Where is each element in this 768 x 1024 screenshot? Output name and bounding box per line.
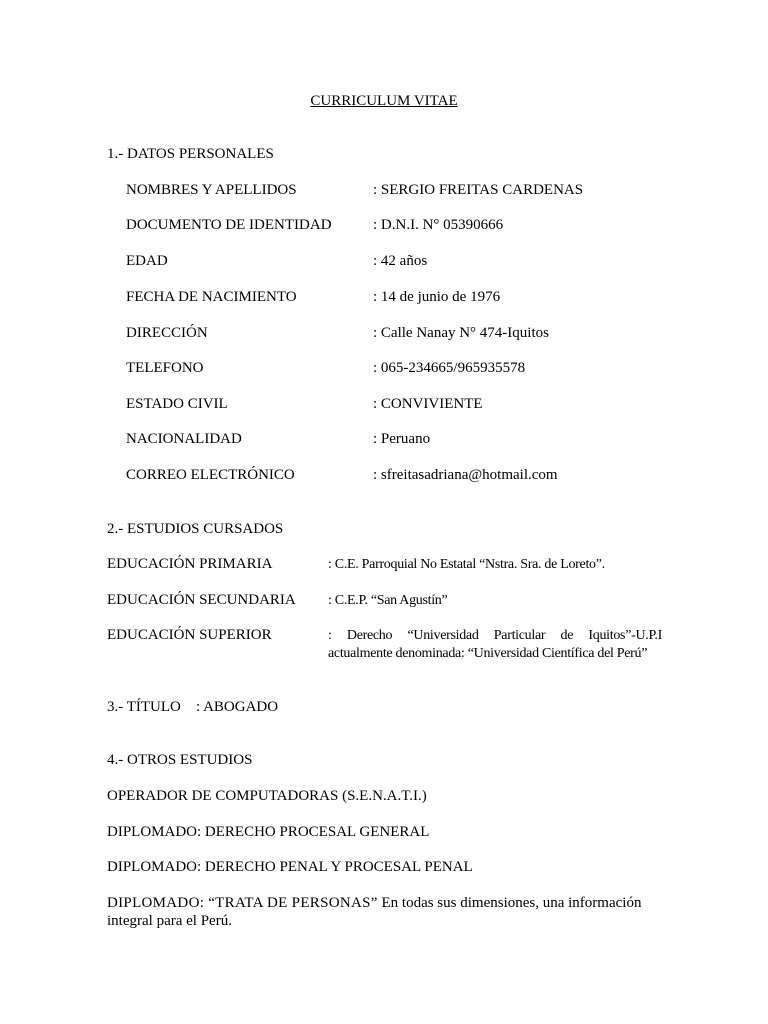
- personal-value-address: : Calle Nanay N° 474-Iquitos: [373, 325, 549, 341]
- personal-label-age: EDAD: [126, 253, 168, 269]
- studies-value-primary: : C.E. Parroquial No Estatal “Nstra. Sra. de Loreto”.: [328, 557, 605, 572]
- personal-label-nationality: NACIONALIDAD: [126, 431, 242, 447]
- personal-value-birthdate: : 14 de junio de 1976: [373, 289, 501, 305]
- section-studies-heading: 2.- ESTUDIOS CURSADOS: [107, 521, 284, 537]
- other-study-item: OPERADOR DE COMPUTADORAS (S.E.N.A.T.I.): [107, 788, 427, 804]
- personal-value-age: : 42 años: [373, 253, 428, 269]
- other-study-item: DIPLOMADO: DERECHO PROCESAL GENERAL: [107, 824, 430, 840]
- personal-label-birthdate: FECHA DE NACIMIENTO: [126, 289, 297, 305]
- personal-label-civil-status: ESTADO CIVIL: [126, 396, 228, 412]
- other-study-last-rest: En todas sus dimensiones, una información integral para el Perú.: [107, 895, 642, 929]
- personal-label-name: NOMBRES Y APELLIDOS: [126, 182, 297, 198]
- studies-value-secondary: : C.E.P. “San Agustín”: [328, 593, 448, 608]
- studies-label-higher: EDUCACIÓN SUPERIOR: [107, 627, 272, 643]
- section-degree-value: : ABOGADO: [196, 699, 279, 715]
- personal-value-id: : D.N.I. N° 05390666: [373, 217, 504, 233]
- personal-value-phone: : 065-234665/965935578: [373, 360, 526, 376]
- personal-value-name: : SERGIO FREITAS CARDENAS: [373, 182, 584, 198]
- other-study-item: DIPLOMADO: DERECHO PENAL Y PROCESAL PENAL: [107, 859, 473, 875]
- section-degree-label: 3.- TÍTULO: [107, 699, 181, 715]
- document-title: CURRICULUM VITAE: [310, 93, 458, 109]
- section-other-heading: 4.- OTROS ESTUDIOS: [107, 752, 253, 768]
- other-study-item-last: [107, 894, 647, 930]
- personal-label-email: CORREO ELECTRÓNICO: [126, 467, 295, 483]
- studies-label-secondary: EDUCACIÓN SECUNDARIA: [107, 592, 296, 608]
- personal-value-nationality: : Peruano: [373, 431, 431, 447]
- personal-label-address: DIRECCIÓN: [126, 325, 208, 341]
- personal-label-id: DOCUMENTO DE IDENTIDAD: [126, 217, 332, 233]
- personal-value-email: : sfreitasadriana@hotmail.com: [373, 467, 558, 483]
- section-personal-heading: 1.- DATOS PERSONALES: [107, 146, 274, 162]
- personal-label-phone: TELEFONO: [126, 360, 204, 376]
- studies-label-primary: EDUCACIÓN PRIMARIA: [107, 556, 273, 572]
- personal-value-civil-status: : CONVIVIENTE: [373, 396, 483, 412]
- other-study-last-prefix: DIPLOMADO: “TRATA DE PERSONAS”: [107, 895, 378, 911]
- studies-value-higher: : Derecho “Universidad Particular de Iquitos”-U.P.I actualmente denominada: “Universidad Científica del Perú”: [328, 628, 662, 661]
